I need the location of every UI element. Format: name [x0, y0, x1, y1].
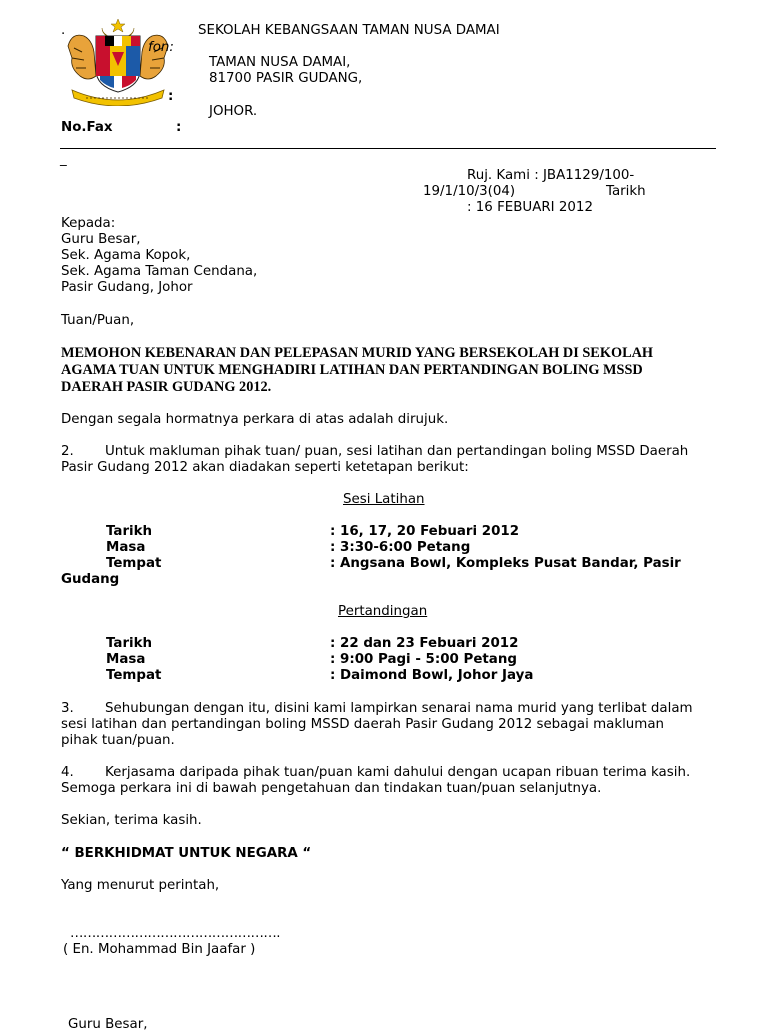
para3-line: sesi latihan dan pertandingan boling MSSD daerah Pasir Gudang 2012 sebagai makluman — [61, 717, 665, 732]
fax-label: No.Fax — [61, 120, 113, 135]
sesi-latihan-wrap: Gudang — [61, 572, 120, 587]
subject-line: MEMOHON KEBENARAN DAN PELEPASAN MURID YANG BERSEKOLAH DI SEKOLAH — [61, 345, 654, 361]
para2-line: Pasir Gudang 2012 akan diadakan seperti ketetapan berikut: — [61, 460, 469, 475]
address-line-2: 81700 PASIR GUDANG, — [209, 71, 363, 86]
sesi-latihan-value: : Angsana Bowl, Kompleks Pusat Bandar, Pasir — [330, 556, 681, 571]
header-colon: : — [168, 89, 174, 104]
signatory-name: ( En. Mohammad Bin Jaafar ) — [63, 942, 256, 957]
recipient-line: Guru Besar, — [61, 232, 141, 247]
recipient-line: Pasir Gudang, Johor — [61, 280, 193, 295]
sesi-latihan-value: : 3:30-6:00 Petang — [330, 540, 471, 555]
reference-line: Ruj. Kami : JBA1129/100- — [467, 168, 635, 183]
para3-line: Sehubungan dengan itu, disini kami lampirkan senarai nama murid yang terlibat dalam — [105, 701, 693, 716]
sesi-latihan-heading: Sesi Latihan — [343, 492, 425, 507]
recipient-line: Sek. Agama Kopok, — [61, 248, 191, 263]
header-dot: . — [61, 23, 66, 38]
para3-line: pihak tuan/puan. — [61, 733, 175, 748]
school-name: SEKOLAH KEBANGSAAN TAMAN NUSA DAMAI — [198, 23, 500, 38]
recipient-line: Kepada: — [61, 216, 116, 231]
para2-number: 2. — [61, 444, 74, 459]
signature-line: …………………………………………. — [70, 926, 281, 941]
date-value: : 16 FEBUARI 2012 — [467, 200, 593, 215]
yang-menurut-perintah: Yang menurut perintah, — [61, 878, 220, 893]
tel-label-fragment: fon: — [148, 40, 174, 55]
pertandingan-value: : Daimond Bowl, Johor Jaya — [330, 668, 534, 683]
para2-line: Untuk makluman pihak tuan/ puan, sesi latihan dan pertandingan boling MSSD Daerah — [105, 444, 689, 459]
pertandingan-label: Tempat — [106, 668, 162, 683]
subject-line: AGAMA TUAN UNTUK MENGHADIRI LATIHAN DAN PERTANDINGAN BOLING MSSD — [61, 362, 643, 378]
sesi-latihan-label: Tarikh — [106, 524, 153, 539]
para3-number: 3. — [61, 701, 74, 716]
signatory-title: Guru Besar, — [68, 1017, 148, 1032]
subject-line: DAERAH PASIR GUDANG 2012. — [61, 379, 272, 395]
intro-text: Dengan segala hormatnya perkara di atas adalah dirujuk. — [61, 412, 449, 427]
pertandingan-value: : 22 dan 23 Febuari 2012 — [330, 636, 519, 651]
closing-text: Sekian, terima kasih. — [61, 813, 202, 828]
pertandingan-label: Tarikh — [106, 636, 153, 651]
sesi-latihan-value: : 16, 17, 20 Febuari 2012 — [330, 524, 520, 539]
reference-line-2: 19/1/10/3(04) — [423, 184, 516, 199]
para4-line: Kerjasama daripada pihak tuan/puan kami dahului dengan ucapan ribuan terima kasih. — [105, 765, 691, 780]
address-line-1: TAMAN NUSA DAMAI, — [209, 55, 351, 70]
date-label: Tarikh — [606, 184, 646, 199]
fax-colon: : — [176, 120, 182, 135]
sesi-latihan-label: Masa — [106, 540, 146, 555]
coat-of-arms-logo — [62, 18, 174, 106]
para4-number: 4. — [61, 765, 74, 780]
sesi-latihan-label: Tempat — [106, 556, 162, 571]
header-divider — [60, 148, 716, 149]
pertandingan-value: : 9:00 Pagi - 5:00 Petang — [330, 652, 517, 667]
salutation: Tuan/Puan, — [61, 313, 135, 328]
divider-leftover: _ — [60, 152, 67, 167]
para4-line: Semoga perkara ini di bawah pengetahuan dan tindakan tuan/puan selanjutnya. — [61, 781, 602, 796]
pertandingan-heading: Pertandingan — [338, 604, 428, 619]
pertandingan-label: Masa — [106, 652, 146, 667]
motto: “ BERKHIDMAT UNTUK NEGARA “ — [61, 846, 312, 861]
address-line-3: JOHOR. — [209, 104, 258, 119]
recipient-line: Sek. Agama Taman Cendana, — [61, 264, 258, 279]
